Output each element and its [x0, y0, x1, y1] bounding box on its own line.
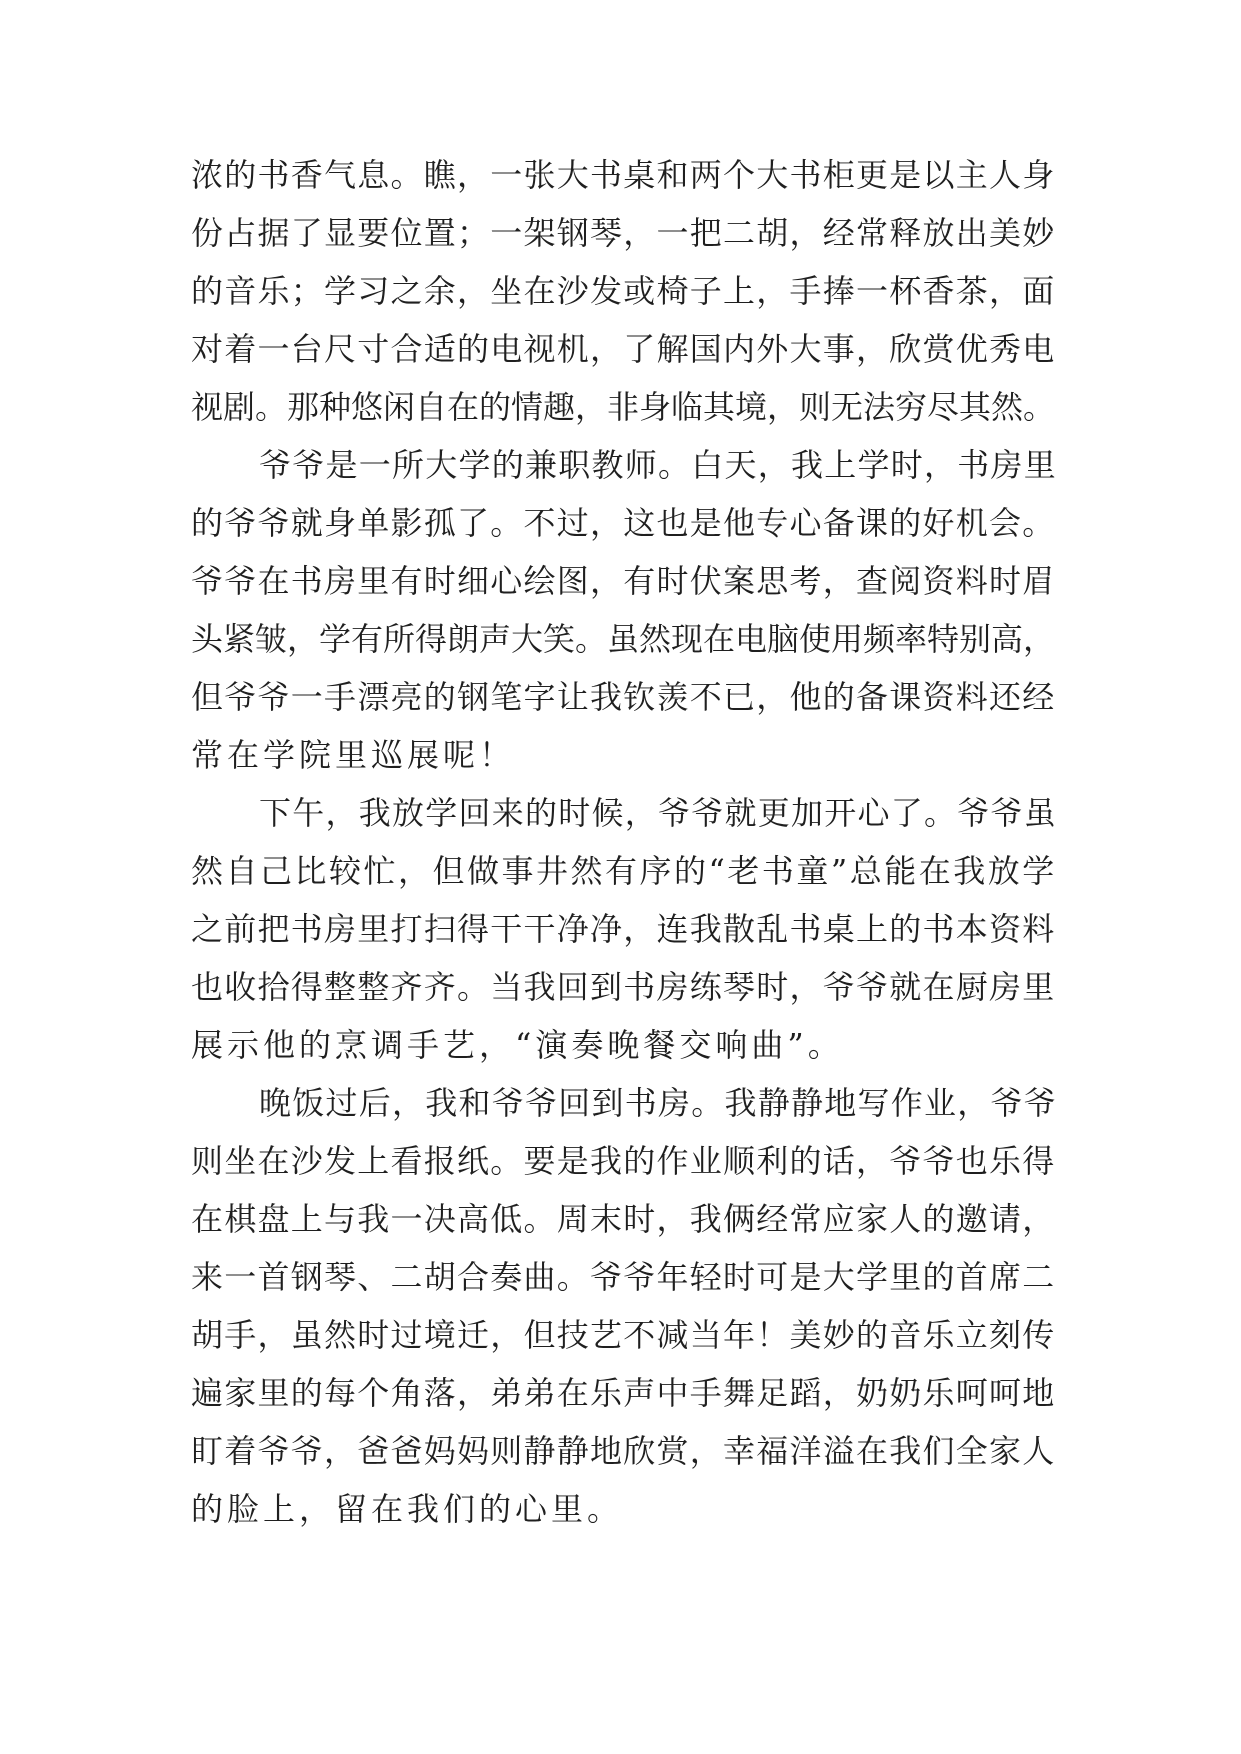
paragraph-2-line-1: 爷爷是一所大学的兼职教师。白天，我上学时，书房里 [259, 446, 1058, 484]
paragraph-1-line-3: 的音乐；学习之余，坐在沙发或椅子上，手捧一杯香茶，面 [191, 272, 1056, 310]
paragraph-2-line-2: 的爷爷就身单影孤了。不过，这也是他专心备课的好机会。 [191, 504, 1056, 542]
paragraph-2-line-3: 爷爷在书房里有时细心绘图，有时伏案思考，查阅资料时眉 [191, 562, 1056, 600]
paragraph-3-line-4: 也收拾得整整齐齐。当我回到书房练琴时，爷爷就在厨房里 [191, 968, 1056, 1006]
paragraph-3-line-1: 下午，我放学回来的时候，爷爷就更加开心了。爷爷虽 [259, 794, 1058, 832]
paragraph-3-line-2: 然自己比较忙，但做事井然有序的“老书童”总能在我放学 [191, 852, 1057, 890]
paragraph-3-line-5: 展示他的烹调手艺，“演奏晚餐交响曲”。 [191, 1026, 844, 1064]
paragraph-4-line-2: 则坐在沙发上看报纸。要是我的作业顺利的话，爷爷也乐得 [191, 1142, 1056, 1180]
paragraph-4-line-6: 遍家里的每个角落，弟弟在乐声中手舞足蹈，奶奶乐呵呵地 [191, 1374, 1056, 1412]
paragraph-4-line-7: 盯着爷爷，爸爸妈妈则静静地欣赏，幸福洋溢在我们全家人 [191, 1432, 1056, 1470]
paragraph-1-line-5: 视剧。那种悠闲自在的情趣，非身临其境，则无法穷尽其然。 [191, 388, 1056, 426]
paragraph-4-line-4: 来一首钢琴、二胡合奏曲。爷爷年轻时可是大学里的首席二 [191, 1258, 1056, 1296]
paragraph-1-line-4: 对着一台尺寸合适的电视机，了解国内外大事，欣赏优秀电 [191, 330, 1056, 368]
paragraph-4-line-8: 的脸上，留在我们的心里。 [191, 1490, 624, 1528]
document-body [191, 146, 1061, 1538]
paragraph-4-line-5: 胡手，虽然时过境迁，但技艺不减当年！美妙的音乐立刻传 [191, 1316, 1056, 1354]
paragraph-4-line-1: 晚饭过后，我和爷爷回到书房。我静静地写作业，爷爷 [259, 1084, 1058, 1122]
paragraph-2-line-4: 头紧皱，学有所得朗声大笑。虽然现在电脑使用频率特别高， [191, 620, 1056, 658]
paragraph-3-line-3: 之前把书房里打扫得干干净净，连我散乱书桌上的书本资料 [191, 910, 1056, 948]
paragraph-1-line-2: 份占据了显要位置；一架钢琴，一把二胡，经常释放出美妙 [191, 214, 1056, 252]
paragraph-4-line-3: 在棋盘上与我一决高低。周末时，我俩经常应家人的邀请， [191, 1200, 1056, 1238]
paragraph-1-line-1: 浓的书香气息。瞧，一张大书桌和两个大书柜更是以主人身 [191, 156, 1056, 194]
paragraph-2-line-6: 常在学院里巡展呢！ [191, 736, 516, 774]
paragraph-2-line-5: 但爷爷一手漂亮的钢笔字让我钦羡不已，他的备课资料还经 [191, 678, 1056, 716]
